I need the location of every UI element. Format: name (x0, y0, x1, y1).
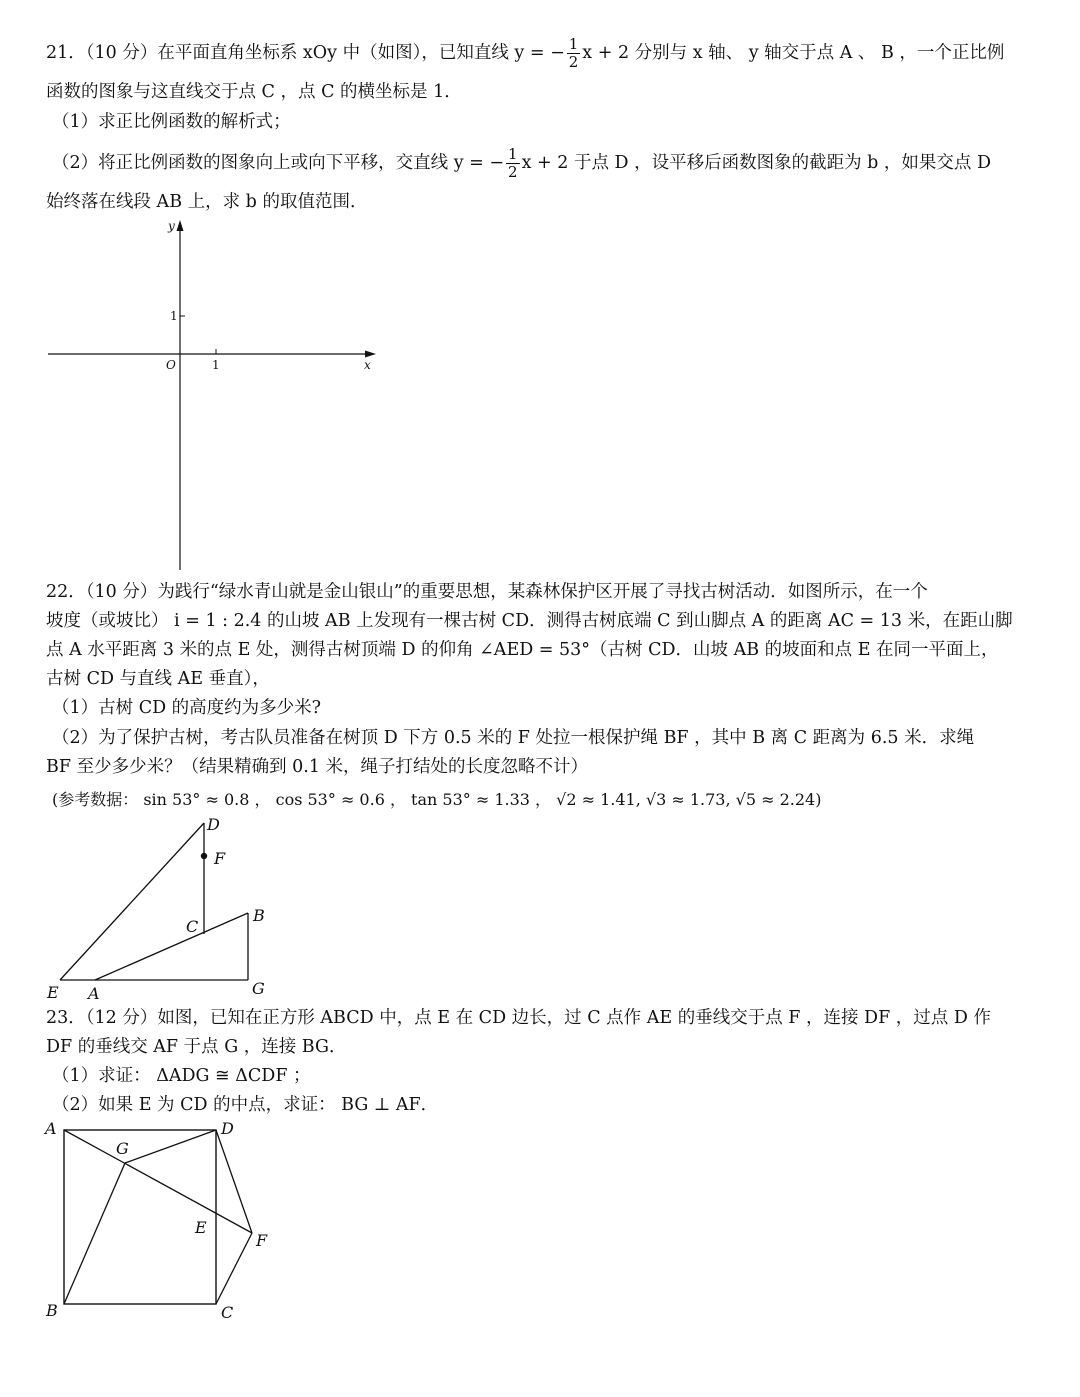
q22-part-1: （1）古树 CD 的高度约为多少米? (52, 698, 322, 718)
q22-line-7: BF 至少多少米？（结果精确到 0.1 米，绳子打结处的长度忽略不计） (46, 757, 589, 777)
label-A: A (45, 1119, 57, 1138)
segment-BG (64, 1163, 125, 1304)
square-ABCD (64, 1130, 216, 1304)
q22-part-2: （2）为了保护古树，考古队员准备在树顶 D 下方 0.5 米的 F 处拉一根保护绳 BF ，其中 B 离 C 距离为 6.5 米．求绳 (52, 728, 975, 748)
segment-DG (125, 1130, 216, 1163)
segment-AF (64, 1130, 252, 1233)
q21-part-2b: x + 2 于点 D ，设平移后函数图象的截距为 b ，如果交点 D (521, 153, 992, 173)
q22-reference-data: (参考数据： sin 53° ≈ 0.8 ， cos 53° ≈ 0.6 ， tan 53° ≈ 1.33 ， √2 ≈ 1.41, √3 ≈ 1.73, √5 ≈ 2.24) (52, 790, 822, 809)
q23-line-2: DF 的垂线交 AF 于点 G ，连接 BG． (46, 1037, 347, 1057)
q21-line-1a: 21．（10 分）在平面直角坐标系 xOy 中（如图），已知直线 y = − (46, 43, 565, 63)
label-G: G (116, 1139, 129, 1158)
y-axis-label: y (168, 219, 175, 233)
q23-part-1: （1）求证： ΔADG ≅ ΔCDF ； (52, 1066, 311, 1086)
q21-part-2a: （2）将正比例函数的图象向上或向下平移，交直线 y = − (52, 153, 505, 173)
segment-DF (216, 1130, 252, 1233)
fraction-numerator: 1 (568, 35, 579, 53)
q22-line-3: 点 A 水平距离 3 米的点 E 处，测得古树顶端 D 的仰角 ∠AED = 53°（古树 CD．山坡 AB 的坡面和点 E 在同一平面上， (46, 640, 999, 660)
label-C: C (186, 917, 199, 936)
label-F: F (214, 849, 226, 868)
x-tick-label: 1 (212, 358, 220, 372)
q21-line-1b: x + 2 分别与 x 轴、 y 轴交于点 A 、 B ，一个正比例 (582, 43, 1005, 63)
q23-line-1: 23．（12 分）如图，已知在正方形 ABCD 中，点 E 在 CD 边长，过 C 点作 AE 的垂线交于点 F ，连接 DF ，过点 D 作 (46, 1008, 991, 1028)
label-B: B (46, 1301, 58, 1320)
label-D: D (207, 815, 220, 834)
label-D: D (221, 1119, 234, 1138)
q21-part-1: （1）求正比例函数的解析式； (52, 112, 291, 132)
q22-line-1: 22．（10 分）为践行“绿水青山就是金山银山”的重要思想，某森林保护区开展了寻找古树活动．如图所示，在一个 (46, 582, 928, 602)
q22-line-4: 古树 CD 与直线 AE 垂直）， (46, 669, 270, 689)
fraction-numerator: 1 (508, 145, 518, 163)
label-C: C (221, 1303, 234, 1322)
q22-line-2: 坡度（或坡比） i = 1 : 2.4 的山坡 AB 上发现有一棵古树 CD．测得古树底端 C 到山脚点 A 的距离 AC = 13 米，在距山脚 (46, 611, 1013, 631)
label-A: A (88, 984, 100, 1003)
q21-line-2: 函数的图象与这直线交于点 C ，点 C 的横坐标是 1． (46, 82, 462, 102)
fraction-denominator: 2 (568, 53, 579, 71)
label-F: F (256, 1231, 268, 1250)
q23-part-2: （2）如果 E 为 CD 的中点，求证： BG ⊥ AF． (52, 1095, 439, 1115)
q21-line-5: 始终落在线段 AB 上，求 b 的取值范围． (46, 192, 368, 212)
label-E: E (47, 983, 59, 1002)
origin-label: O (166, 358, 176, 372)
y-tick-label: 1 (170, 309, 178, 323)
label-E: E (195, 1218, 207, 1237)
segment-CF (216, 1233, 252, 1304)
fraction-denominator: 2 (508, 163, 518, 181)
label-B: B (253, 906, 265, 925)
label-G: G (252, 979, 265, 998)
x-axis-label: x (364, 358, 371, 372)
